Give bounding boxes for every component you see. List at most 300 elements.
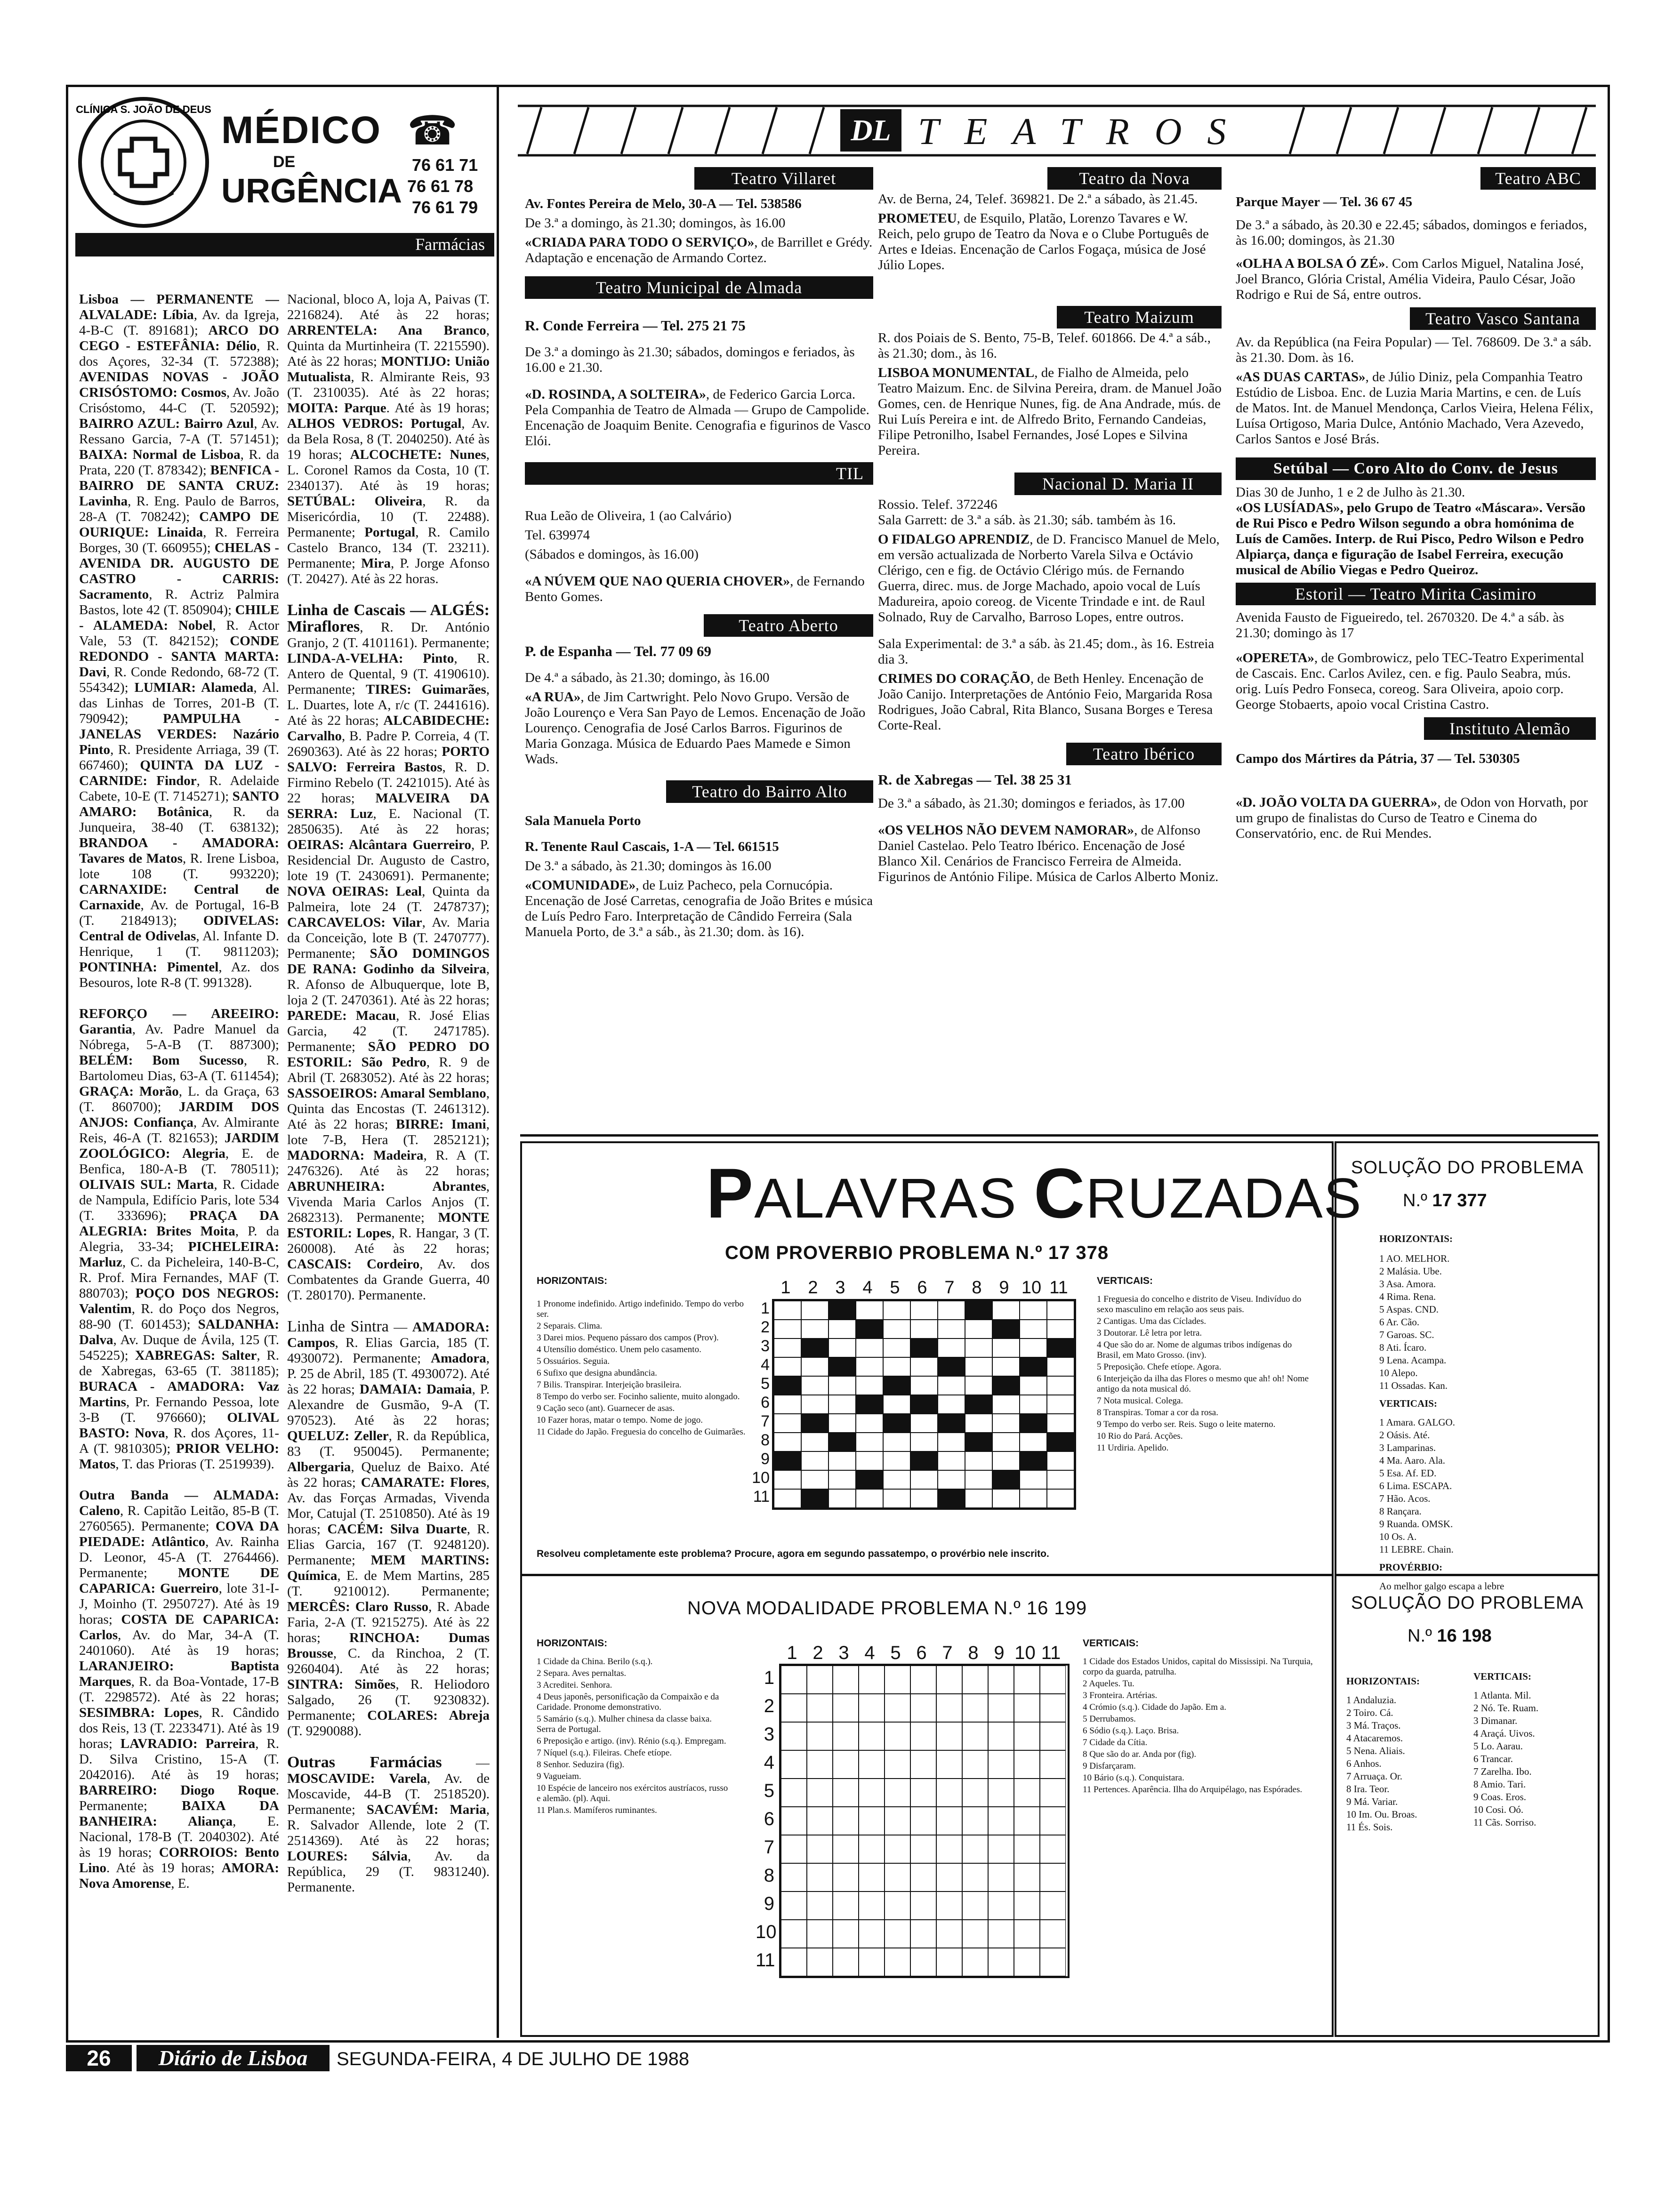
grid-cell[interactable]: [910, 1948, 936, 1976]
grid-cell[interactable]: [910, 1694, 936, 1722]
grid-cell[interactable]: [859, 1891, 885, 1920]
grid-cell[interactable]: [910, 1357, 938, 1376]
grid-cell[interactable]: [910, 1891, 936, 1920]
grid-row-number: 6: [764, 1809, 774, 1829]
solucao2-num: 16 198: [1437, 1626, 1492, 1646]
grid-cell[interactable]: [781, 1920, 807, 1948]
grid-cell[interactable]: [1040, 1891, 1066, 1920]
grid-cell[interactable]: [859, 1666, 885, 1694]
crossword1-footer: Resolveu completamente este problema? Procure, agora em segundo passatempo, o provérbio nele inscrito.: [537, 1548, 1049, 1559]
grid-cell[interactable]: [965, 1451, 992, 1470]
grid-cell[interactable]: [962, 1694, 988, 1722]
grid-cell[interactable]: [1040, 1750, 1066, 1779]
grid-cell[interactable]: [828, 1395, 856, 1414]
grid-cell[interactable]: [1020, 1376, 1047, 1395]
grid-cell[interactable]: [885, 1948, 910, 1976]
grid-cell[interactable]: [883, 1489, 910, 1508]
grid-cell[interactable]: [992, 1395, 1020, 1414]
grid-cell[interactable]: [801, 1395, 828, 1414]
grid-cell[interactable]: [885, 1835, 910, 1863]
grid-cell[interactable]: [938, 1470, 965, 1489]
grid-cell[interactable]: [774, 1338, 801, 1357]
grid-cell[interactable]: [833, 1694, 859, 1722]
solution-item: 10 Im. Ou. Broas.: [1346, 1809, 1417, 1820]
grid-cell[interactable]: [992, 1414, 1020, 1433]
grid-cell[interactable]: [1040, 1666, 1066, 1694]
grid-cell[interactable]: [992, 1451, 1020, 1470]
grid-row-number: 3: [761, 1337, 770, 1355]
grid-cell[interactable]: [781, 1694, 807, 1722]
grid-cell[interactable]: [910, 1835, 936, 1863]
grid-cell[interactable]: [885, 1694, 910, 1722]
grid-cell[interactable]: [883, 1357, 910, 1376]
grid-cell[interactable]: [988, 1694, 1014, 1722]
grid-cell[interactable]: [962, 1920, 988, 1948]
dmaria-play: O FIDALGO APRENDIZ: [878, 532, 1030, 547]
farmacias-col2: Nacional, bloco A, loja A, Paivas (T. 2216824). Até às 22 horas; ARRENTELA: Ana Branco, Quinta da Murtinheira (T. 2215590). Até às 22 horas; MONTIJO: União Mutualista, R. Almirante Reis, 93 (T. 2310035). Até às 22 horas; MOITA: Parque. Até às 19 horas; ALHOS VEDROS: Portugal, Av. da Bela Rosa, 8 (T. 2040250). Até às 19 horas; ALCOCHETE: Nunes, L. Coronel Ramos da Costa, 10 (T. 2340137). Até às 19 horas; SETÚBAL: Oliveira, R. da Misericórdia, 10 (T. 22488). Permanente; Portugal, R. Camilo Castelo Branco, 134 (T. 23211). Permanente; Mira, P. Jorge Afonso (T. 20427). Até às 22 horas. Linha de Cascais — ALGÉS: Miraflores, R. Dr. António Granjo, 2 (T. 4101161). Permanente; LINDA-A-VELHA: Pinto, R. Antero de Quental, 9 (T. 4190610). Permanente; TIRES: Guimarães, L. Duartes, lote A, r/c (T. 2441616). Até às 22 horas; ALCABIDECHE: Carvalho, B. Padre P. Correia, 4 (T. 2690363). Até às 22 horas; PORTO SALVO: Ferreira Bastos, R. D. Firmino Rebelo (T. 2421015). Até às 22 horas; MALVEIRA DA SERRA: Luz, E. Nacional (T. 2850635). Até às 22 horas; OEIRAS: Alcântara Guerreiro, P. Residencial Dr. Augusto de Castro, lote 19 (T. 2430691). Permanente; NOVA OEIRAS: Leal, Quinta da Palmeira, lote 24 (T. 2478737); CARCAVELOS: Vilar, Av. Maria da Conceição, lote B (T. 2470777). Permanente; SÃO DOMINGOS DE RANA: Godinho da Silveira, R. Afonso de Albuquerque, lote B, loja 2 (T. 2470361). Até às 22 horas; PAREDE: Macau, R. José Elias Garcia, 42 (T. 2471785). Permanente; SÃO PEDRO DO ESTORIL: São Pedro, R. 9 de Abril (T. 2683052). Até às 22 horas; SASSOEIROS: Amaral Semblano, Quinta das Encostas (T. 2461312). Até às 22 horas; BIRRE: Imani, lote 7-B, Hera (T. 2852121); MADORNA: Madeira, R. A (T. 2476326). Até às 22 horas; ABRUNHEIRA: Abrantes, Vivenda Maria Carlos Anjos (T. 2682313). Permanente; MONTE ESTORIL: Lopes, R. Hangar, 3 (T. 260008). Até às 22 horas; CASCAIS: Cordeiro, Av. dos Combatentes da Grande Guerra, 40 (T. 280170). Permanente. Linha de Sintra — AMADORA: Campos, R. Elias Garcia, 185 (T. 4930072). Permanente; Amadora, P. 25 de Abril, 185 (T. 4930072). Até às 22 horas; DAMAIA: Damaia, P. Alexandre de Gusmão, 9-A (T. 970523). Até às 22 horas; QUELUZ: Zeller, R. da República, 83 (T. 950045). Permanente; Albergaria, Queluz de Baixo. Até às 22 horas; CAMARATE: Flores, Av. das Forças Armadas, Vivenda Mor, Catujal (T. 2510850). Até às 19 horas; CACÉM: Silva Duarte, R. Elias Garcia, 167 (T. 9248120). Permanente; MEM MARTINS: Química, E. de Mem Martins, 285 (T. 9210012). Permanente; MERCÊS: Claro Russo, R. Abade Faria, 2-A (T. 9215275). Até às 22 horas; RINCHOA: Dumas Brousse, C. da Rinchoa, 2 (T. 9260404). Até às 22 horas; SINTRA: Simões, R. Heliodoro Salgado, 26 (T. 9230832). Permanente; COLARES: Abreja (T. 9290088). Outras Farmácias — MOSCAVIDE: Varela, Av. de Moscavide, 44-B (T. 2518520). Permanente; SACAVÉM: Maria, R. Salvador Allende, lote 2 (T. 2514369). Até às 22 horas; LOURES: Sálvia, Av. da República, 29 (T. 9831240). Permanente.: [287, 292, 490, 1895]
clue-item: 3 Acreditei. Senhora.: [537, 1680, 612, 1690]
grid-cell[interactable]: [1040, 1835, 1066, 1863]
grid-cell[interactable]: [988, 1807, 1014, 1835]
grid-cell[interactable]: [781, 1807, 807, 1835]
iberico-times: De 3.ª a sábado, às 21.30; domingos e feriados, às 17.00: [878, 796, 1185, 811]
grid-cell[interactable]: [936, 1891, 962, 1920]
grid-cell[interactable]: [1047, 1357, 1074, 1376]
grid-cell[interactable]: [962, 1948, 988, 1976]
crossword1-title-ruzadas: RUZADAS: [1086, 1167, 1362, 1230]
clue-item: 6 Sufixo que designa abundância.: [537, 1368, 657, 1378]
grid-cell[interactable]: [1040, 1920, 1066, 1948]
grid-cell[interactable]: [938, 1338, 965, 1357]
grid-cell[interactable]: [807, 1863, 833, 1891]
grid-cell[interactable]: [1047, 1376, 1074, 1395]
grid-cell[interactable]: [992, 1357, 1020, 1376]
grid-cell[interactable]: [828, 1338, 856, 1357]
til-tel: Tel. 639974: [525, 528, 590, 543]
crossword2-horiz-clues: [537, 1657, 730, 1817]
grid-cell[interactable]: [1014, 1863, 1040, 1891]
grid-cell[interactable]: [833, 1779, 859, 1807]
solucao1-num: 17 377: [1432, 1191, 1487, 1210]
grid-cell[interactable]: [988, 1920, 1014, 1948]
grid-cell[interactable]: [801, 1301, 828, 1320]
iberico-play: «OS VELHOS NÃO DEVEM NAMORAR»: [878, 823, 1134, 838]
grid-cell[interactable]: [962, 1807, 988, 1835]
grid-cell[interactable]: [833, 1666, 859, 1694]
grid-cell[interactable]: [801, 1470, 828, 1489]
grid-cell[interactable]: [781, 1779, 807, 1807]
grid-cell[interactable]: [938, 1433, 965, 1451]
grid-cell[interactable]: [962, 1722, 988, 1750]
grid-cell[interactable]: [885, 1807, 910, 1835]
grid-black-cell: [1020, 1357, 1047, 1376]
grid-cell[interactable]: [938, 1376, 965, 1395]
grid-cell[interactable]: [833, 1948, 859, 1976]
grid-cell[interactable]: [1040, 1722, 1066, 1750]
grid-cell[interactable]: [781, 1948, 807, 1976]
grid-black-cell: [910, 1338, 938, 1357]
medico-de: DE: [273, 153, 296, 171]
clue-item: 7 Cidade da Cítia.: [1083, 1738, 1148, 1747]
grid-cell[interactable]: [936, 1694, 962, 1722]
grid-cell[interactable]: [1047, 1395, 1074, 1414]
grid-cell[interactable]: [1040, 1694, 1066, 1722]
grid-cell[interactable]: [1014, 1750, 1040, 1779]
grid-cell[interactable]: [885, 1750, 910, 1779]
grid-cell[interactable]: [807, 1722, 833, 1750]
grid-black-cell: [992, 1376, 1020, 1395]
grid-col-number: 9: [999, 1278, 1009, 1298]
grid-cell[interactable]: [807, 1920, 833, 1948]
crossword2-title: NOVA MODALIDADE PROBLEMA N.º 16 199: [687, 1598, 1087, 1619]
solution-item: 2 Nó. Te. Ruam.: [1473, 1702, 1539, 1714]
grid-cell[interactable]: [807, 1948, 833, 1976]
grid-cell[interactable]: [936, 1807, 962, 1835]
grid-cell[interactable]: [965, 1338, 992, 1357]
solution-item: 7 Hão. Acos.: [1379, 1493, 1431, 1504]
clue-item: 6 Interjeição da ilha das Flores o mesmo que ah! oh! Nome antigo da nota musical dó.: [1097, 1374, 1309, 1394]
grid-cell[interactable]: [938, 1451, 965, 1470]
grid-cell[interactable]: [1014, 1948, 1040, 1976]
grid-cell[interactable]: [988, 1722, 1014, 1750]
grid-cell[interactable]: [1014, 1807, 1040, 1835]
grid-cell[interactable]: [1014, 1779, 1040, 1807]
grid-cell[interactable]: [859, 1779, 885, 1807]
crossword2-vert-label: VERTICAIS:: [1083, 1638, 1139, 1649]
grid-cell[interactable]: [807, 1779, 833, 1807]
crossword2-vert-clues: [1083, 1657, 1313, 1796]
grid-cell[interactable]: [910, 1470, 938, 1489]
clue-item: 10 Rio do Pará. Acções.: [1097, 1431, 1183, 1441]
grid-cell[interactable]: [938, 1320, 965, 1338]
grid-row-number: 10: [752, 1469, 770, 1487]
grid-cell[interactable]: [859, 1694, 885, 1722]
teatros-banner: [518, 99, 1596, 160]
grid-cell[interactable]: [910, 1863, 936, 1891]
grid-cell[interactable]: [828, 1489, 856, 1508]
grid-cell[interactable]: [801, 1451, 828, 1470]
grid-cell[interactable]: [774, 1470, 801, 1489]
solution-item: 2 Toiro. Cá.: [1346, 1707, 1393, 1718]
footer: [66, 2045, 1605, 2073]
solucao1-vert-list: [1379, 1417, 1558, 1555]
grid-cell[interactable]: [962, 1750, 988, 1779]
grid-cell[interactable]: [1020, 1301, 1047, 1320]
grid-cell[interactable]: [856, 1357, 883, 1376]
grid-cell[interactable]: [833, 1722, 859, 1750]
clue-item: 1 Freguesia do concelho e distrito de Viseu. Indivíduo do sexo masculino em relação aos seus pais.: [1097, 1294, 1302, 1314]
grid-cell[interactable]: [965, 1320, 992, 1338]
crossword1-title: [706, 1154, 1362, 1233]
grid-cell[interactable]: [988, 1666, 1014, 1694]
estoril-desc: , de Gombrowicz, pelo TEC-Teatro Experimental de Cascais. Enc. Carlos Avilez, cen. e fig. Paulo Seabra, mús. orig. Luís Pedro Fonseca, coreog. Sara Oliveira, apoio corp. George Stobaerts, apoio vocal Cristina Castro.: [1236, 650, 1585, 712]
grid-cell[interactable]: [965, 1357, 992, 1376]
grid-cell[interactable]: [910, 1489, 938, 1508]
grid-cell[interactable]: [1047, 1451, 1074, 1470]
grid-cell[interactable]: [910, 1414, 938, 1433]
grid-cell[interactable]: [833, 1835, 859, 1863]
grid-black-cell: [910, 1451, 938, 1470]
grid-cell[interactable]: [992, 1489, 1020, 1508]
grid-cell[interactable]: [910, 1301, 938, 1320]
grid-cell[interactable]: [801, 1357, 828, 1376]
grid-col-number: 6: [917, 1278, 927, 1298]
iberico-desc: , de Alfonso Daniel Castelao. Pelo Teatro Ibérico. Encenação de José Blanco Xil. Cenários de Francisco Ferreira de Almeida. Figurinos de António Filipe. Música de Carlos Alberto Moniz.: [878, 823, 1219, 884]
grid-cell[interactable]: [828, 1414, 856, 1433]
grid-cell[interactable]: [833, 1891, 859, 1920]
grid-cell[interactable]: [988, 1779, 1014, 1807]
grid-col-number: 1: [780, 1278, 791, 1298]
grid-cell[interactable]: [885, 1779, 910, 1807]
grid-cell[interactable]: [883, 1395, 910, 1414]
til-play: «A NÚVEM QUE NAO QUERIA CHOVER»: [525, 574, 790, 589]
grid-cell[interactable]: [859, 1948, 885, 1976]
grid-cell[interactable]: [1014, 1694, 1040, 1722]
grid-cell[interactable]: [828, 1320, 856, 1338]
grid-cell[interactable]: [801, 1376, 828, 1395]
grid-cell[interactable]: [938, 1301, 965, 1320]
grid-cell[interactable]: [936, 1835, 962, 1863]
grid-black-cell: [910, 1395, 938, 1414]
grid-cell[interactable]: [988, 1948, 1014, 1976]
grid-cell[interactable]: [988, 1835, 1014, 1863]
teatros-title: TEATROS: [918, 111, 1252, 152]
grid-row-number: 6: [761, 1394, 770, 1411]
phone-3: 76 61 79: [412, 198, 478, 217]
grid-cell[interactable]: [962, 1835, 988, 1863]
grid-cell[interactable]: [859, 1835, 885, 1863]
grid-cell[interactable]: [774, 1395, 801, 1414]
grid-cell[interactable]: [962, 1891, 988, 1920]
grid-cell[interactable]: [1020, 1489, 1047, 1508]
clue-item: 11 Plan.s. Mamíferos ruminantes.: [537, 1805, 657, 1815]
solution-item: 3 Lamparinas.: [1379, 1442, 1436, 1453]
grid-cell[interactable]: [781, 1835, 807, 1863]
grid-cell[interactable]: [910, 1320, 938, 1338]
grid-cell[interactable]: [781, 1750, 807, 1779]
grid-cell[interactable]: [1020, 1320, 1047, 1338]
grid-cell[interactable]: [774, 1301, 801, 1320]
crossword1-vert-clues: [1097, 1294, 1313, 1455]
grid-cell[interactable]: [936, 1666, 962, 1694]
grid-cell[interactable]: [807, 1835, 833, 1863]
grid-cell[interactable]: [965, 1414, 992, 1433]
clue-item: 6 Preposição e artigo. (inv). Rénio (s.q.). Empregam.: [537, 1736, 726, 1746]
maizum-header: Teatro Maizum: [1057, 306, 1222, 329]
grid-cell[interactable]: [781, 1722, 807, 1750]
clinic-logo-icon: [75, 94, 212, 231]
grid-cell[interactable]: [856, 1414, 883, 1433]
grid-cell[interactable]: [1014, 1835, 1040, 1863]
grid-cell[interactable]: [992, 1338, 1020, 1357]
grid-cell[interactable]: [774, 1433, 801, 1451]
farmacias-col1: Lisboa — PERMANENTE — ALVALADE: Líbia, Av. da Igreja, 4-B-C (T. 891681); ARCO DO CEGO - ESTEFÂNIA: Délio, R. dos Açores, 32-34 (T. 572388); AVENIDAS NOVAS - JOÃO CRISÓSTOMO: Cosmos, Av. João Crisóstomo, 44-C (T. 520592); BAIRRO AZUL: Bairro Azul, Av. Ressano Garcia, 7-A (T. 571451); BAIXA: Normal de Lisboa, R. da Prata, 220 (T. 878342); BENFICA - BAIRRO DE SANTA CRUZ: Lavinha, R. Eng. Paulo de Barros, 28-A (T. 708242); CAMPO DE OURIQUE: Linaida, R. Ferreira Borges, 30 (T. 660955); CHELAS - AVENIDA DR. AUGUSTO DE CASTRO - CARRIS: Sacramento, R. Actriz Palmira Bastos, lote 42 (T. 850904); CHILE - ALAMEDA: Nobel, R. Actor Vale, 53 (T. 842152); CONDE REDONDO - SANTA MARTA: Davi, R. Conde Redondo, 68-72 (T. 554342); LUMIAR: Alameda, Al. das Linhas de Torres, 201-B (T. 790942); PAMPULHA - JANELAS VERDES: Nazário Pinto, R. Presidente Arriaga, 39 (T. 667460); QUINTA DA LUZ - CARNIDE: Findor, R. Adelaide Cabete, 10-E (T. 7145271); SANTO AMARO: Botânica, R. da Junqueira, 38-40 (T. 638132); BRANDOA - AMADORA: Tavares de Matos, R. Irene Lisboa, lote 108 (T. 993220); CARNAXIDE: Central de Carnaxide, Av. de Portugal, 16-B (T. 2184913); ODIVELAS: Central de Odivelas, Al. Infante D. Henrique, 1 (T. 9811203); PONTINHA: Pimentel, Az. dos Besouros, lote R-8 (T. 991328). REFORÇO — AREEIRO: Garantia, Av. Padre Manuel da Nóbrega, 5-A-B (T. 887300); BELÉM: Bom Sucesso, R. Bartolomeu Dias, 63-A (T. 611454); GRAÇA: Morão, L. da Graça, 63 (T. 860700); JARDIM DOS ANJOS: Confiança, Av. Almirante Reis, 46-A (T. 821653); JARDIM ZOOLÓGICO: Alegria, E. de Benfica, 180-A-B (T. 780511); OLIVAIS SUL: Marta, R. Cidade de Nampula, Edifício Paris, lote 534 (T. 333696); PRAÇA DA ALEGRIA: Brites Moita, P. da Alegria, 33-34; PICHELEIRA: Marluz, C. da Picheleira, 140-B-C, R. Prof. Mira Fernandes, MAF (T. 880703); POÇO DOS NEGROS: Valentim, R. do Poço dos Negros, 88-90 (T. 601453); SALDANHA: Dalva, Av. Duque de Ávila, 125 (T. 545225); XABREGAS: Salter, R. de Xabregas, 63-65 (T. 381185); BURACA - AMADORA: Vaz Martins, Pr. Fernando Pessoa, lote 3-B (T. 976660); OLIVAL BASTO: Nova, R. dos Açores, 11-A (T. 9810305); PRIOR VELHO: Matos, T. das Prioras (T. 2519939). Outra Banda — ALMADA: Caleno, R. Capitão Leitão, 85-B (T. 2760565). Permanente; COVA DA PIEDADE: Atlântico, Av. Rainha D. Leonor, 45-A (T. 2764466). Permanente; MONTE DE CAPARICA: Guerreiro, lote 31-I-J, Moinho (T. 2950727). Até às 19 horas; COSTA DE CAPARICA: Carlos, Av. do Mar, 34-A (T. 2401060). Até às 19 horas; LARANJEIRO: Baptista Marques, R. da Boa-Vontade, 17-B (T. 2298572). Até às 22 horas; SESIMBRA: Lopes, R. Cândido dos Reis, 13 (T. 2233471). Até às 19 horas; LAVRADIO: Parreira, R. D. Silva Cristino, 15-A (T. 2042016). Até às 19 horas; BARREIRO: Diogo Roque. Permanente; BAIXA DA BANHEIRA: Aliança, E. Nacional, 178-B (T. 2040302). Até às 19 horas; CORROIOS: Bento Lino. Até às 19 horas; AMORA: Nova Amorense, E.: [79, 292, 279, 1891]
grid-cell[interactable]: [938, 1395, 965, 1414]
grid-cell[interactable]: [828, 1470, 856, 1489]
grid-cell[interactable]: [962, 1779, 988, 1807]
grid-cell[interactable]: [1040, 1779, 1066, 1807]
grid-cell[interactable]: [774, 1357, 801, 1376]
grid-cell[interactable]: [1047, 1301, 1074, 1320]
clue-item: 9 Disfarçaram.: [1083, 1761, 1136, 1771]
grid-cell[interactable]: [856, 1451, 883, 1470]
clue-item: 10 Fazer horas, matar o tempo. Nome de jogo.: [537, 1415, 703, 1425]
grid-cell[interactable]: [883, 1451, 910, 1470]
grid-cell[interactable]: [962, 1863, 988, 1891]
grid-cell[interactable]: [774, 1320, 801, 1338]
grid-cell[interactable]: [936, 1920, 962, 1948]
grid-cell[interactable]: [859, 1750, 885, 1779]
vasco-address: Av. da República (na Feira Popular) — Tel. 768609. De 3.ª a sáb. às 21.30. Dom. às 16.: [1236, 335, 1592, 365]
grid-black-cell: [992, 1470, 1020, 1489]
grid-cell[interactable]: [883, 1320, 910, 1338]
grid-row-number: 1: [764, 1667, 774, 1688]
grid-cell[interactable]: [885, 1666, 910, 1694]
grid-cell[interactable]: [910, 1920, 936, 1948]
grid-cell[interactable]: [833, 1807, 859, 1835]
grid-cell[interactable]: [828, 1451, 856, 1470]
grid-cell[interactable]: [1040, 1948, 1066, 1976]
grid-cell[interactable]: [1014, 1666, 1040, 1694]
grid-cell[interactable]: [988, 1891, 1014, 1920]
grid-cell[interactable]: [883, 1470, 910, 1489]
grid-cell[interactable]: [833, 1920, 859, 1948]
crossword1-grid[interactable]: [772, 1299, 1076, 1510]
grid-cell[interactable]: [910, 1433, 938, 1451]
grid-cell[interactable]: [1047, 1470, 1074, 1489]
grid-cell[interactable]: [1014, 1722, 1040, 1750]
grid-cell[interactable]: [885, 1920, 910, 1948]
crossword2-row-numbers: [756, 1664, 777, 1974]
grid-cell[interactable]: [828, 1376, 856, 1395]
grid-cell[interactable]: [1040, 1863, 1066, 1891]
clue-item: 7 Nota musical. Colega.: [1097, 1396, 1183, 1406]
aberto-address: P. de Espanha — Tel. 77 09 69: [525, 643, 711, 659]
solucao1-num-label: N.º: [1403, 1191, 1427, 1210]
grid-cell[interactable]: [856, 1301, 883, 1320]
clue-item: 7 Bilis. Transpirar. Interjeição brasileira.: [537, 1380, 682, 1390]
grid-cell[interactable]: [965, 1376, 992, 1395]
grid-cell[interactable]: [910, 1376, 938, 1395]
grid-cell[interactable]: [936, 1948, 962, 1976]
grid-cell[interactable]: [1020, 1470, 1047, 1489]
grid-cell[interactable]: [833, 1750, 859, 1779]
solucao2-num-label: N.º: [1408, 1626, 1432, 1646]
grid-cell[interactable]: [781, 1863, 807, 1891]
grid-cell[interactable]: [988, 1863, 1014, 1891]
crossword2-grid[interactable]: [779, 1664, 1070, 1978]
grid-cell[interactable]: [859, 1863, 885, 1891]
grid-cell[interactable]: [856, 1489, 883, 1508]
teatros-bottom-rule: [520, 1134, 1598, 1137]
setubal-times: Dias 30 de Junho, 1 e 2 de Julho às 21.30.: [1236, 485, 1465, 500]
grid-cell[interactable]: [883, 1433, 910, 1451]
clue-item: 4 Utensílio doméstico. Unem pelo casamento.: [537, 1345, 701, 1354]
grid-cell[interactable]: [965, 1489, 992, 1508]
grid-cell[interactable]: [992, 1433, 1020, 1451]
grid-cell[interactable]: [910, 1807, 936, 1835]
clue-item: 5 Samário (s.q.). Mulher chinesa da classe baixa. Serra de Portugal.: [537, 1714, 712, 1734]
grid-row-number: 3: [764, 1724, 774, 1745]
grid-cell[interactable]: [1020, 1433, 1047, 1451]
svg-text:CLÍNICA S. JOÃO DE DEUS: CLÍNICA S. JOÃO DE DEUS: [76, 104, 211, 115]
grid-col-number: 7: [942, 1643, 953, 1663]
solution-item: 8 Rançara.: [1379, 1506, 1422, 1517]
grid-cell[interactable]: [885, 1722, 910, 1750]
grid-cell[interactable]: [936, 1750, 962, 1779]
grid-cell[interactable]: [807, 1666, 833, 1694]
grid-cell[interactable]: [774, 1489, 801, 1508]
grid-cell[interactable]: [859, 1920, 885, 1948]
solution-item: 6 Trancar.: [1473, 1753, 1513, 1764]
grid-cell[interactable]: [910, 1722, 936, 1750]
clue-item: 11 Pertences. Aparência. Ilha do Arquipélago, nas Espórades.: [1083, 1785, 1303, 1795]
grid-cell[interactable]: [936, 1863, 962, 1891]
grid-row-number: 4: [764, 1752, 774, 1773]
grid-cell[interactable]: [1047, 1320, 1074, 1338]
grid-cell[interactable]: [807, 1891, 833, 1920]
grid-cell[interactable]: [856, 1433, 883, 1451]
solution-item: 6 Ar. Cão.: [1379, 1316, 1420, 1328]
grid-cell[interactable]: [1020, 1338, 1047, 1357]
grid-cell[interactable]: [1020, 1395, 1047, 1414]
grid-cell[interactable]: [856, 1376, 883, 1395]
grid-cell[interactable]: [1047, 1414, 1074, 1433]
grid-cell[interactable]: [781, 1666, 807, 1694]
maizum-desc: , de Fialho de Almeida, pelo Teatro Maizum. Enc. de Silvina Pereira, dram. de Manuel João Gomes, cen. de Henrique Nunes, fig. de Ana Andrade, mús. de Rui Luís Pereira e int. de Alfredo Brito, Fernando Candeias, Filipe Petronilho, Isabel Fernandes, José Lopes e Silvina Pereira.: [878, 365, 1222, 458]
dmaria-header: Nacional D. Maria II: [1014, 473, 1222, 495]
grid-cell[interactable]: [859, 1807, 885, 1835]
grid-cell[interactable]: [807, 1807, 833, 1835]
grid-black-cell: [774, 1451, 801, 1470]
grid-cell[interactable]: [1047, 1489, 1074, 1508]
crossword1-horiz-label: HORIZONTAIS:: [537, 1275, 608, 1286]
grid-cell[interactable]: [1014, 1891, 1040, 1920]
grid-cell[interactable]: [801, 1320, 828, 1338]
dl-logo: DL: [840, 109, 901, 152]
grid-cell[interactable]: [781, 1891, 807, 1920]
grid-cell[interactable]: [962, 1666, 988, 1694]
grid-cell[interactable]: [910, 1666, 936, 1694]
grid-cell[interactable]: [856, 1338, 883, 1357]
grid-col-number: 8: [972, 1278, 982, 1298]
grid-cell[interactable]: [774, 1414, 801, 1433]
crossword1-subtitle: COM PROVERBIO PROBLEMA N.º 17 378: [725, 1242, 1109, 1263]
grid-cell[interactable]: [885, 1891, 910, 1920]
grid-cell[interactable]: [936, 1779, 962, 1807]
grid-cell[interactable]: [936, 1722, 962, 1750]
grid-cell[interactable]: [807, 1694, 833, 1722]
aberto-play: «A RUA»: [525, 689, 581, 705]
grid-cell[interactable]: [885, 1863, 910, 1891]
grid-cell[interactable]: [883, 1338, 910, 1357]
grid-cell[interactable]: [833, 1863, 859, 1891]
clue-item: 2 Cantigas. Uma das Cíclades.: [1097, 1316, 1207, 1326]
grid-cell[interactable]: [1040, 1807, 1066, 1835]
grid-cell[interactable]: [988, 1750, 1014, 1779]
clue-item: 3 Darei mios. Pequeno pássaro dos campos (Prov).: [537, 1333, 719, 1343]
grid-cell[interactable]: [1014, 1920, 1040, 1948]
grid-cell[interactable]: [910, 1750, 936, 1779]
grid-cell[interactable]: [992, 1301, 1020, 1320]
grid-black-cell: [938, 1414, 965, 1433]
grid-cell[interactable]: [883, 1301, 910, 1320]
grid-cell[interactable]: [965, 1470, 992, 1489]
grid-cell[interactable]: [910, 1779, 936, 1807]
grid-cell[interactable]: [801, 1433, 828, 1451]
grid-cell[interactable]: [859, 1722, 885, 1750]
grid-cell[interactable]: [807, 1750, 833, 1779]
